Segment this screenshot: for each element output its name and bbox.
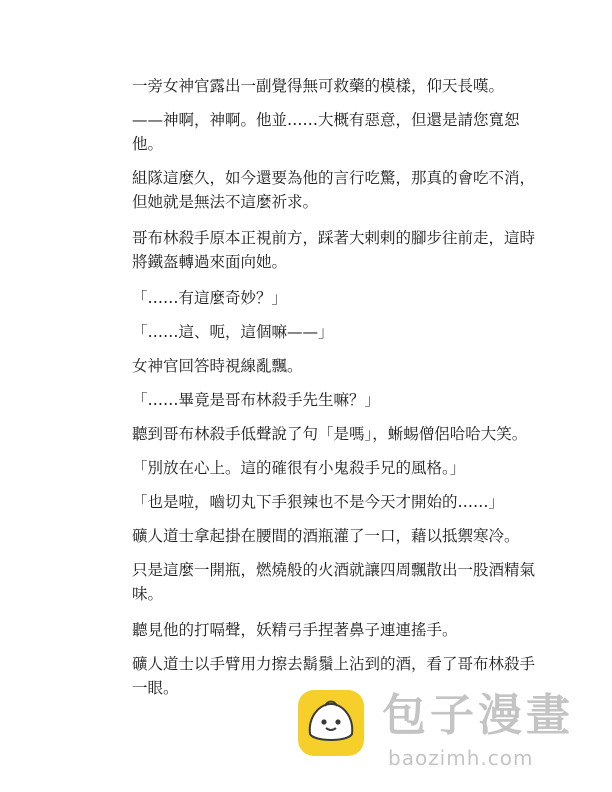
paragraph: 「別放在心上。這的確很有小鬼殺手兄的風格。」 — [132, 459, 466, 477]
paragraph: 一旁女神官露出一副覺得無可救藥的模樣，仰天長嘆。 — [132, 77, 505, 95]
paragraph: 哥布林殺手原本正視前方，踩著大剌剌的腳步往前走，這時將鐵盔轉過來面向她。 — [132, 229, 536, 271]
paragraph: 「……有這麼奇妙？」 — [132, 289, 288, 307]
watermark-title: 包子漫畫 — [382, 690, 574, 741]
paragraph: 聽到哥布林殺手低聲說了句「是嗎」，蜥蜴僧侶哈哈大笑。 — [132, 425, 528, 443]
paragraph: ——神啊，神啊。他並……大概有惡意，但還是請您寬恕他。 — [132, 111, 520, 153]
paragraph: 「……畢竟是哥布林殺手先生嘛？」 — [132, 391, 381, 409]
watermark — [298, 690, 598, 780]
paragraph: 「……這、呃，這個嘛——」 — [132, 323, 334, 341]
paragraph: 女神官回答時視線亂飄。 — [132, 357, 303, 375]
paragraph: 「也是啦，嚙切丸下手狠辣也不是今天才開始的……」 — [132, 493, 505, 511]
watermark-url: baozimh.com — [388, 746, 534, 770]
paragraph: 礦人道士拿起掛在腰間的酒瓶灌了一口，藉以抵禦寒冷。 — [132, 527, 520, 545]
text-body — [132, 74, 542, 712]
paragraph: 只是這麼一開瓶，燃燒般的火酒就讓四周飄散出一股酒精氣味。 — [132, 561, 536, 603]
paragraph: 聽見他的打嗝聲，妖精弓手捏著鼻子連連搖手。 — [132, 621, 458, 639]
paragraph: 礦人道士以手臂用力擦去鬍鬚上沾到的酒，看了哥布林殺手一眼。 — [132, 655, 536, 697]
bun-mascot-icon — [298, 690, 364, 756]
paragraph: 組隊這麼久，如今還要為他的言行吃驚，那真的會吃不消，但她就是無法不這麼祈求。 — [132, 169, 536, 211]
